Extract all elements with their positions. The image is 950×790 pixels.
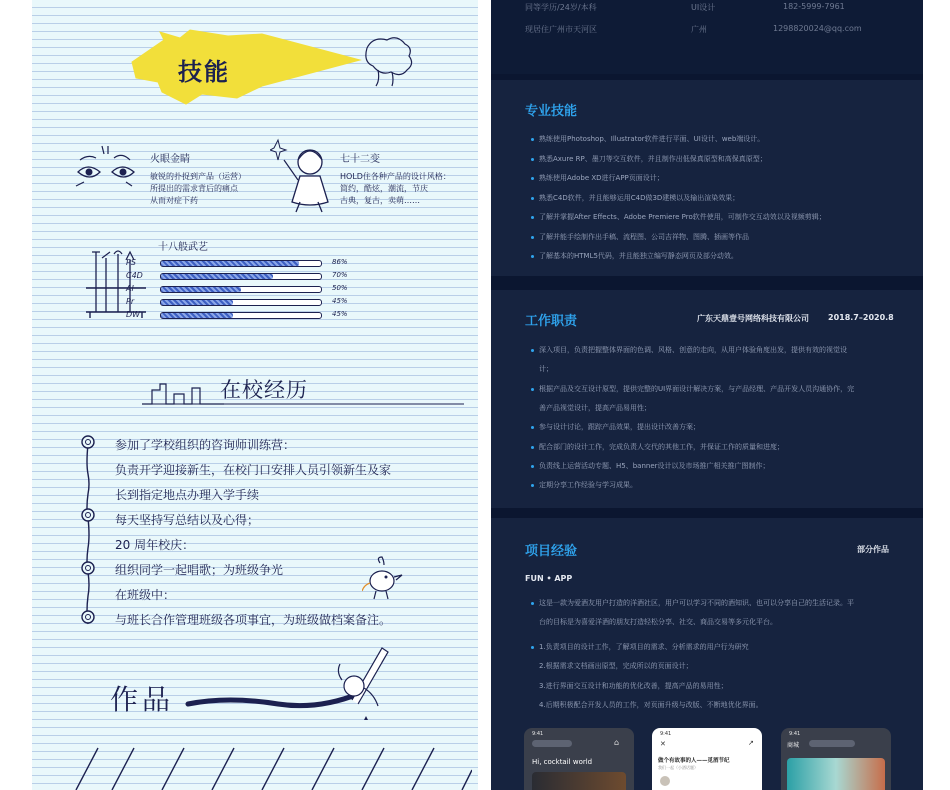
info-cell: 现居住广州市天河区 [525,25,597,34]
banner-image [532,772,626,790]
work-duty-line: 负责线上运营活动专题、H5、banner设计以及市场推广相关推广图制作； [539,461,770,470]
skill-progress-fill [161,274,273,279]
school-title: 在校经历 [220,378,308,402]
eye-doodle-icon [72,142,142,194]
skill-item: 熟练使用Photoshop、Illustrator软件进行平面、UI设计、web端设计。 [539,135,765,143]
info-cell: 182-5999-7961 [783,2,845,11]
skill-progress-fill [161,313,233,318]
bullet-dot [531,388,534,391]
share-icon[interactable]: ↗ [748,739,754,747]
work-period: 2018.7–2020.8 [828,313,894,322]
transform-line: 古典，复古，卖萌…… [340,196,420,205]
card-subheading: 我们一起（小酒话题） [658,765,698,770]
bullet-dot [531,349,534,352]
skill-label: Pr [126,297,135,306]
app-screenshot-card[interactable] [781,728,891,790]
work-duty-line: 计； [539,365,553,374]
product-image [787,758,885,790]
avatar [660,776,670,786]
status-time: 9:41 [532,731,544,737]
skill-progress-fill [161,300,233,305]
skill-label: PS [126,258,136,267]
skill-percent: 50% [332,284,348,292]
partial-works-label: 部分作品 [857,545,889,554]
app-screenshot-card[interactable] [652,728,762,790]
skill-progress-bar [160,312,322,319]
bullet-dot [531,646,534,649]
school-line: 负责开学迎接新生，在校门口安排人员引领新生及家 [115,463,392,477]
school-line: 长到指定地点办理入学手续 [115,488,260,502]
info-cell: 广州 [691,25,707,34]
work-duty-line: 根据产品及交互设计原型，提供完整的UI界面设计解决方案，与产品经理、产品开发人员沟通协作，完 [539,384,855,393]
sharp-eyes-line: 所提出的需求背后的痛点 [150,184,238,193]
sharp-eyes-title: 火眼金睛 [150,154,190,165]
skill-progress-fill [161,287,241,292]
transform-line: HOLD住各种产品的设计风格： [340,172,451,181]
left-resume-panel [32,0,478,790]
project-intro-line: 这是一款为爱酒友用户打造的洋酒社区，用户可以学习不同的酒知识、也可以分享自己的生活记录。平 [539,599,854,607]
skill-percent: 86% [332,258,348,266]
sharp-eyes-line: 从而对症下药 [150,196,198,205]
app-name: FUN • APP [525,574,573,583]
school-line: 在班级中： [115,588,176,602]
status-time: 9:41 [789,731,801,737]
search-input[interactable] [809,740,855,747]
skill-progress-bar [160,273,322,280]
skill-percent: 45% [332,297,348,305]
bullet-dot [531,216,534,219]
app-screenshot-card[interactable] [524,728,634,790]
search-input[interactable] [532,740,572,747]
skill-progress-bar [160,286,322,293]
work-duty-line: 深入项目，负责把握整体界面的色调、风格、创意的走向，从用户体验角度出发，提供有效的视觉设 [539,346,847,354]
skills-burst-banner [32,0,478,120]
skill-item: 熟练使用Adobe XD进行APP页面设计； [539,174,664,182]
transform-title: 七十二变 [340,154,380,165]
yellow-burst [132,30,360,104]
skill-progress-bar [160,260,322,267]
bullet-dot [531,197,534,200]
company-name: 广东天鼎壹号网络科技有限公司 [697,314,809,323]
school-line: 每天坚持写总结以及心得； [115,513,260,527]
skill-progress-bar [160,299,322,306]
card-heading: 做个有故事的人——觅酒节纪 [658,758,730,764]
status-time: 9:41 [660,731,672,737]
info-cell: UI设计 [691,3,716,12]
skill-percent: 45% [332,310,348,318]
project-step: 4.后期积极配合开发人员的工作，对页面升级与改版、不断地优化界面。 [539,701,763,709]
transform-line: 简约，酷炫，潮流，节庆 [340,184,428,193]
work-duty-line: 定期分享工作经验与学习成果。 [539,481,637,490]
skill-progress-fill [161,261,299,266]
hatching-doodle [72,740,472,790]
spiral-icon [82,611,94,623]
project-step: 2.根据需求文档画出原型，完成所以的页面设计； [539,662,693,670]
card-heading: Hi, cocktail world [532,758,593,766]
spiral-icon [82,562,94,574]
work-duty-line: 善产品视觉设计，提高产品易用性； [539,403,651,412]
eighteen-title: 十八般武艺 [158,242,208,253]
brush-doodle [182,640,392,730]
works-title: 作品 [110,683,175,716]
school-line: 与班长合作管理班级各项事宜，为班级做档案备注。 [115,613,392,627]
project-intro-line: 台的目标是为喜爱洋酒的朋友打造轻松分享、社交、商品交易等多元化平台。 [539,618,777,626]
skills-section-title: 专业技能 [525,104,578,119]
skill-item: 了解并能手绘制作出手稿、流程图、公司吉祥物、图腾、插画等作品 [539,232,749,241]
skills-section [491,80,923,276]
info-cell: 同等学历/24岁/本科 [525,3,597,12]
school-line: 20 周年校庆： [115,538,195,552]
sharp-eyes-line: 敏锐的扑捉到产品（运营） [150,172,246,181]
work-section-title: 工作职责 [525,314,578,329]
bell-icon[interactable]: ⌂ [614,738,620,747]
work-duty-line: 配合部门的设计工作，完成负责人交代的其他工作，并保证工作的质量和进度； [539,442,784,451]
bullet-dot [531,177,534,180]
bullet-dot [531,158,534,161]
bullet-dot [531,465,534,468]
fairy-doodle-icon [270,136,338,216]
skill-label: C4D [126,271,143,280]
spiral-icon [82,509,94,521]
bullet-dot [531,602,534,605]
bullet-dot [531,446,534,449]
right-resume-panel [491,0,923,790]
school-underline [144,400,474,410]
spiral-icon [82,436,94,448]
school-line: 组织同学一起唱歌；为班级争光 [115,563,284,577]
sharp-eyes-block [150,150,246,207]
bullet-dot [531,236,534,239]
skills-title: 技能 [178,58,230,86]
spiral-timeline [78,432,102,632]
skill-label: DW [126,310,141,319]
bullet-dot [531,255,534,258]
profile-info-section [491,0,923,74]
card-heading: 商城 [787,742,800,749]
school-line: 参加了学校组织的咨询师训练营： [115,438,296,452]
transform-block [340,150,451,207]
skill-item: 熟悉Axure RP、墨刀等交互软件，并且制作出低保真原型和高保真原型； [539,154,767,163]
skill-label: AI [126,284,134,293]
bird-doodle-icon [362,555,406,601]
skill-item: 了解基本的HTML5代码，并且能独立编写静态网页及部分动效。 [539,252,738,260]
work-section [491,290,923,508]
bullet-dot [531,484,534,487]
project-step: 1.负责项目的设计工作，了解项目的需求、分析需求的用户行为研究 [539,643,749,651]
info-cell: 1298820024@qq.com [773,24,862,33]
hand-sketch-icon [366,38,412,75]
project-step: 3.进行界面交互设计和功能的优化改善，提高产品的易用性； [539,682,728,690]
bullet-dot [531,426,534,429]
close-icon[interactable]: ✕ [660,740,666,748]
project-section-title: 项目经验 [525,544,578,559]
project-section [491,518,923,790]
skill-percent: 70% [332,271,348,279]
skill-item: 熟悉C4D软件，并且能够运用C4D做3D建模以及输出渲染效果； [539,193,740,202]
skill-item: 了解并掌握After Effects、Adobe Premiere Pro软件使用，可制作交互动效以及视频剪辑； [539,213,826,221]
bullet-dot [531,138,534,141]
work-duty-line: 参与设计讨论，跟踪产品效果，提出设计改善方案； [539,423,700,432]
